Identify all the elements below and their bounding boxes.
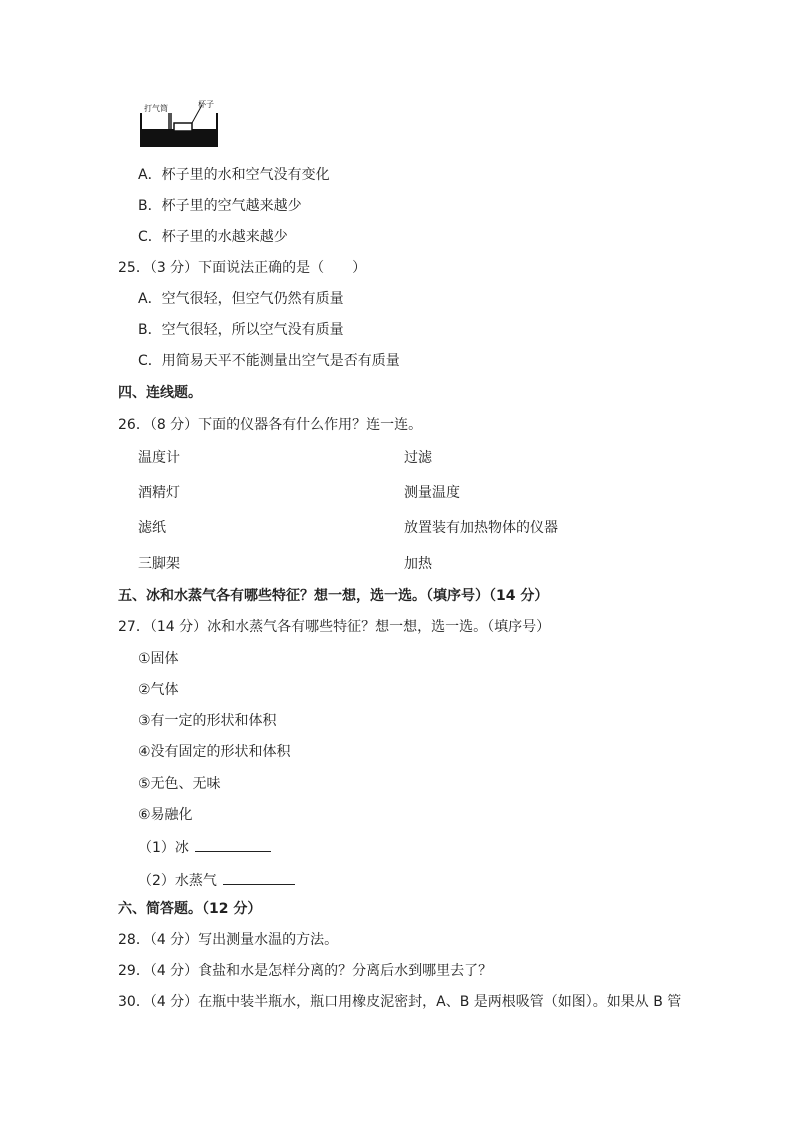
section-5-heading: 五、冰和水蒸气各有哪些特征？想一想，选一选。（填序号）（14 分） xyxy=(118,588,549,604)
q26-right-item: 放置装有加热物体的仪器 xyxy=(404,520,558,536)
q25-option-a: A．空气很轻，但空气仍然有质量 xyxy=(138,291,344,307)
pump-cup-figure xyxy=(140,99,218,147)
q27-choice: ⑤无色、无味 xyxy=(138,776,221,792)
q26-left-item: 酒精灯 xyxy=(138,485,180,501)
q24-option-b: B．杯子里的空气越来越少 xyxy=(138,198,302,214)
q25-option-c: C．用简易天平不能测量出空气是否有质量 xyxy=(138,353,400,369)
q27-sub2-answer-blank[interactable] xyxy=(223,870,295,885)
q25-stem: 25．（3 分）下面说法正确的是（ ） xyxy=(118,260,367,276)
pump-tube xyxy=(168,113,172,129)
section-6-heading: 六、简答题。（12 分） xyxy=(118,901,262,917)
q26-left-item: 滤纸 xyxy=(138,520,166,536)
cup-label: 杯子 xyxy=(198,100,214,109)
q27-choice: ③有一定的形状和体积 xyxy=(138,713,277,729)
q27-sub1 xyxy=(138,837,271,857)
q27-sub1-answer-blank[interactable] xyxy=(195,837,271,852)
q26-right-item: 加热 xyxy=(404,556,432,572)
pump-cup-diagram xyxy=(140,99,218,147)
q24-option-a: A．杯子里的水和空气没有变化 xyxy=(138,167,330,183)
q27-sub2-label: （2）水蒸气 xyxy=(138,873,217,889)
q27-choice: ①固体 xyxy=(138,651,179,667)
inverted-cup xyxy=(174,123,192,131)
q27-choice: ②气体 xyxy=(138,682,179,698)
q26-left-item: 三脚架 xyxy=(138,556,180,572)
q27-sub2 xyxy=(138,870,295,890)
q28-text: 28．（4 分）写出测量水温的方法。 xyxy=(118,932,339,948)
q26-right-item: 测量温度 xyxy=(404,485,460,501)
section-4-heading: 四、连线题。 xyxy=(118,385,202,401)
q27-choice: ④没有固定的形状和体积 xyxy=(138,744,291,760)
q26-left-item: 温度计 xyxy=(138,450,180,466)
q26-right-item: 过滤 xyxy=(404,450,432,466)
q27-sub1-label: （1）冰 xyxy=(138,840,189,856)
q29-text: 29．（4 分）食盐和水是怎样分离的？分离后水到哪里去了？ xyxy=(118,963,493,979)
q27-choice: ⑥易融化 xyxy=(138,807,193,823)
q24-option-c: C．杯子里的水越来越少 xyxy=(138,229,288,245)
q26-stem: 26．（8 分）下面的仪器各有什么作用？连一连。 xyxy=(118,417,423,433)
q27-stem: 27．（14 分）冰和水蒸气各有哪些特征？想一想，选一选。（填序号） xyxy=(118,619,551,635)
q25-option-b: B．空气很轻，所以空气没有质量 xyxy=(138,322,344,338)
q30-text: 30．（4 分）在瓶中装半瓶水，瓶口用橡皮泥密封，A、B 是两根吸管（如图）。如果从 B 管 xyxy=(118,994,682,1010)
pump-label: 打气筒 xyxy=(144,104,168,113)
